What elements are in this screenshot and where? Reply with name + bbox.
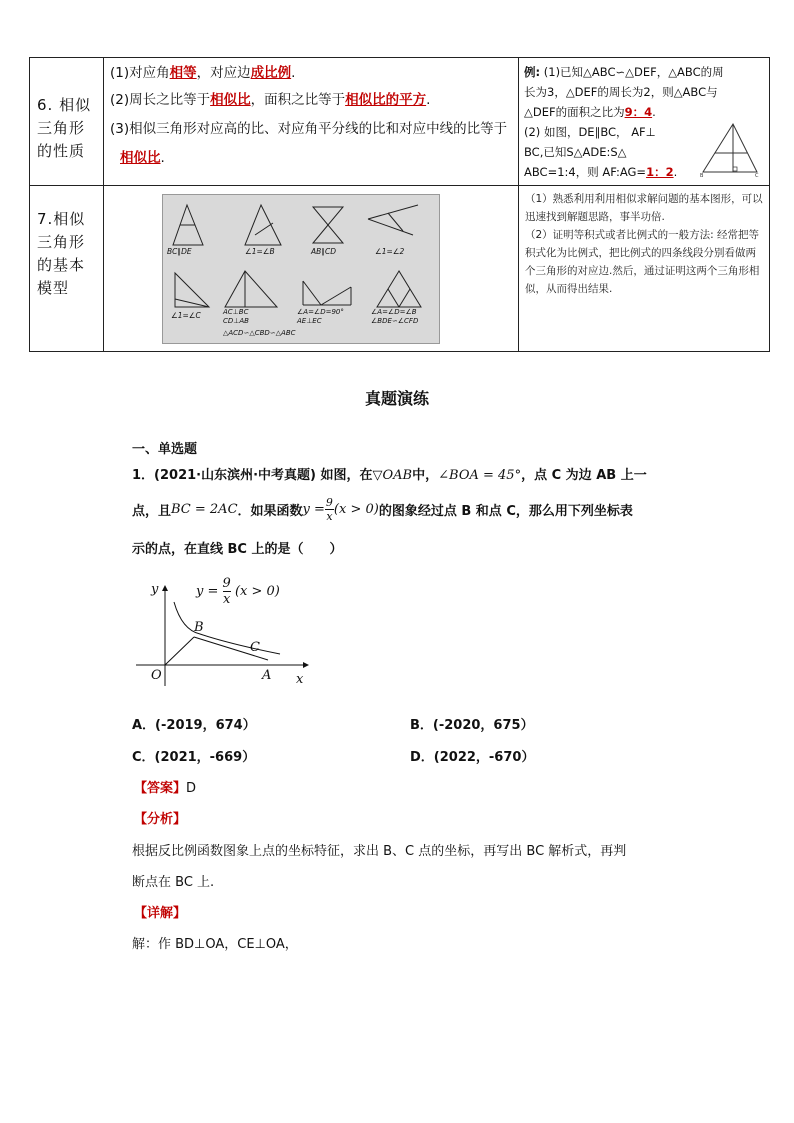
section-title: 真题演练: [364, 389, 429, 408]
photo-caption: BC∥DE: [167, 247, 192, 256]
row6-example: 例: (1)已知△ABC∽△DEF，△ABC的周 长为3，△DEF的周长为2，则△ABC与 △DEF的面积之比为9：4. (2) 如图，DE∥BC， AF⊥ BC,已知S△ADE:S△ ABC=1:4，则 AF:AG=1：2.: [524, 65, 724, 179]
photo-caption: ∠1=∠B: [245, 247, 275, 256]
heading-single-choice: 一、单选题: [132, 442, 198, 457]
graph-label-A: A: [262, 668, 272, 683]
detail-tag: 【详解】: [134, 906, 187, 921]
photo-caption: ∠1=∠2: [375, 247, 405, 256]
row7-label-cell: [30, 186, 104, 352]
answer-highlight: 相似比的平方: [345, 92, 427, 108]
svg-text:C: C: [755, 173, 759, 178]
row7-tips-cell: [519, 186, 770, 352]
question-line-2: 点，且BC = 2AC．如果函数y = $\frac{9}{x}$ (x > 0)的图象经过点 B 和点 C，那么用下列坐标表: [132, 496, 633, 523]
option-B[interactable]: B．(-2020，675）: [410, 718, 534, 733]
graph-label-y: y: [151, 582, 159, 597]
row6-example-cell: [519, 58, 770, 186]
answer-tag: 【答案】: [134, 781, 187, 796]
photo-caption: AC⊥BC CD⊥AB: [223, 308, 249, 325]
graph-label-x: x: [296, 672, 304, 687]
similar-triangle-models-photo: [162, 194, 440, 344]
svg-text:B: B: [700, 173, 704, 178]
property-table: [29, 57, 770, 352]
answer-highlight: 1：2: [646, 165, 674, 179]
row7-label: 7.相似三角形的基本模型: [37, 210, 86, 297]
row6-point1: (1)对应角相等，对应边成比例.: [110, 65, 296, 81]
row6-point2: (2)周长之比等于相似比，面积之比等于相似比的平方.: [110, 92, 431, 108]
row6-point3-tail: 相似比.: [120, 150, 165, 166]
graph-label-B: B: [194, 620, 204, 635]
question-line-3: 示的点，在直线 BC 上的是（ ）: [132, 542, 343, 557]
photo-caption: ∠A=∠D=∠B ∠BDE∽∠CFD: [371, 308, 419, 325]
row7-tips: （1）熟悉利用利用相似求解问题的基本图形，可以迅速找到解题思路，事半功倍. （2）证明等积式或者比例式的一般方法: 经常把等积式化为比例式，把比例式的四条线段分别看做两个三角形的对应边.然后，通过证明这两个三角形相似，从而得出结果.: [525, 193, 763, 295]
row6-point3: (3)相似三角形对应高的比、对应角平分线的比和对应中线的比等于: [110, 121, 508, 137]
question-line-1: 1．(2021·山东滨州·中考真题) 如图，在▽OAB中，∠BOA = 45°，点 C 为边 AB 上一: [132, 468, 647, 483]
analysis-text-2: 断点在 BC 上.: [132, 875, 215, 890]
row6-label-cell: [30, 58, 104, 186]
analysis-tag: 【分析】: [134, 812, 187, 827]
detail-text-1: 解：作 BD⊥OA，CE⊥OA，: [132, 937, 298, 952]
option-D[interactable]: D．(2022，-670）: [410, 750, 535, 765]
graph-label-origin: O: [151, 668, 162, 683]
row6-content-cell: [104, 58, 519, 186]
segment-OB: [165, 637, 194, 665]
function-fraction: $\frac{9}{x}$: [325, 496, 333, 523]
photo-caption: ∠A=∠D=90° AE⊥EC: [297, 308, 344, 325]
answer-highlight: 9：4: [624, 105, 653, 119]
answer-highlight: 成比例: [250, 65, 292, 81]
row7-photo-cell: [104, 186, 519, 352]
graph-label-C: C: [250, 640, 260, 655]
option-A[interactable]: A．(-2019，674）: [132, 718, 256, 733]
photo-caption: ∠1=∠C: [171, 311, 201, 320]
analysis-text-1: 根据反比例函数图象上点的坐标特征，求出 B、C 点的坐标，再写出 BC 解析式，再判: [132, 844, 627, 859]
answer-line: [134, 777, 196, 796]
answer-highlight: 相似比: [120, 150, 161, 166]
answer-highlight: 相等: [169, 65, 197, 81]
answer-value: D: [186, 781, 197, 796]
photo-footer: △ACD∽△CBD∽△ABC: [223, 329, 296, 337]
row6-label: 6. 相似三角形的性质: [37, 96, 92, 160]
answer-highlight: 相似比: [210, 92, 251, 108]
photo-caption: AB∥CD: [311, 247, 337, 256]
triangle-diagram: [699, 122, 763, 178]
option-C[interactable]: C．(2021，-669）: [132, 750, 256, 765]
graph-function-label: y = $\frac{9}{x}$ (x > 0): [196, 576, 280, 607]
